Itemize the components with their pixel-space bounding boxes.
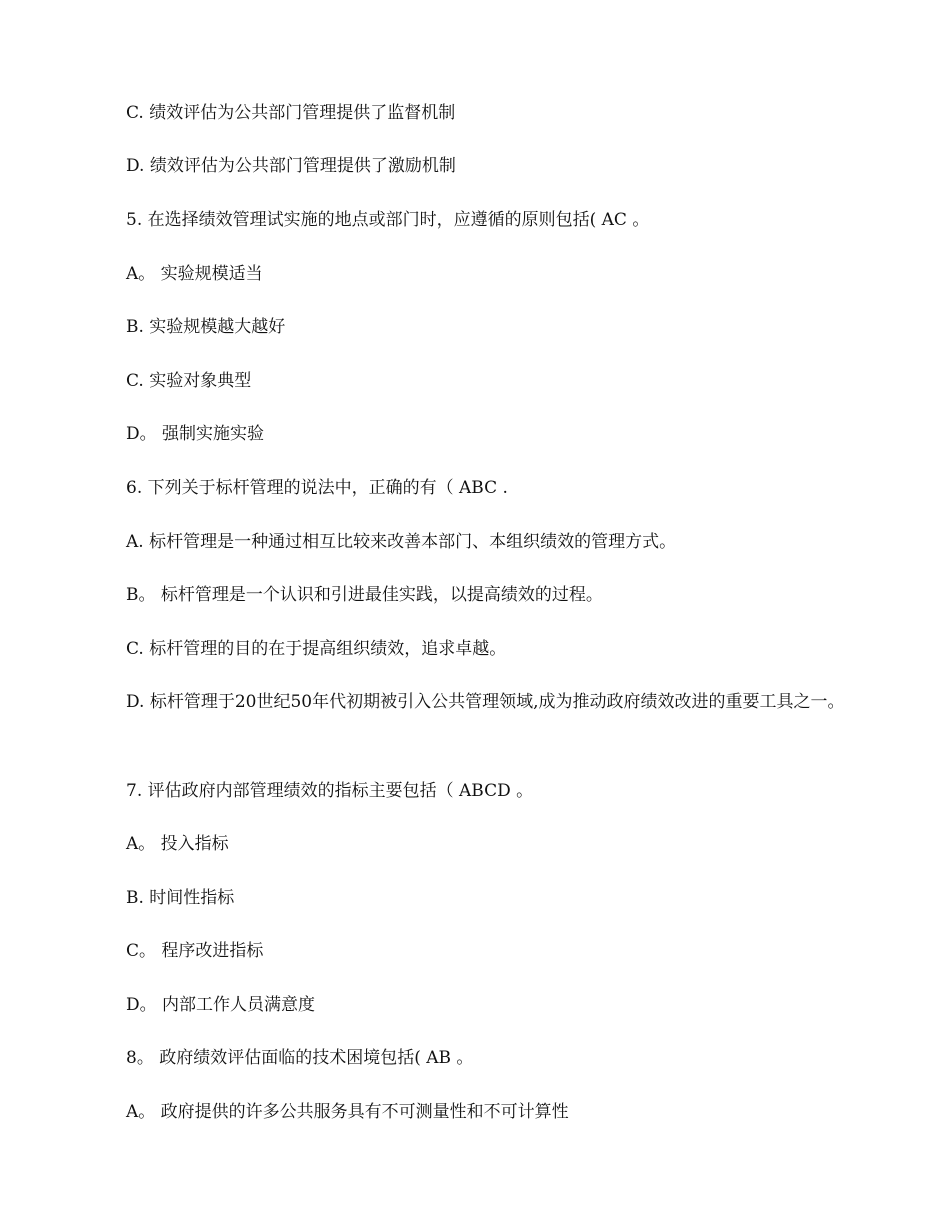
option-c-supervision: C. 绩效评估为公共部门管理提供了监督机制 [126,103,456,123]
question-7-option-b: B. 时间性指标 [126,888,235,908]
question-7: 7. 评估政府内部管理绩效的指标主要包括（ ABCD 。 [126,781,534,801]
question-5-option-a: A。 实验规模适当 [126,264,263,284]
question-5-option-b: B. 实验规模越大越好 [126,317,286,337]
question-6: 6. 下列关于标杆管理的说法中，正确的有（ ABC . [126,478,508,498]
question-5: 5. 在选择绩效管理试实施的地点或部门时，应遵循的原则包括( AC 。 [126,210,650,230]
question-7-option-d: D。 内部工作人员满意度 [126,995,316,1015]
question-5-option-d: D。 强制实施实验 [126,424,265,444]
question-6-option-d: D. 标杆管理于20世纪50年代初期被引入公共管理领域,成为推动政府绩效改进的重要工具之一。 [126,692,845,712]
question-8-option-a: A。 政府提供的许多公共服务具有不可测量性和不可计算性 [126,1102,569,1122]
question-5-option-c: C. 实验对象典型 [126,371,252,391]
question-7-option-c: C。 程序改进指标 [126,941,264,961]
question-7-option-a: A。 投入指标 [126,834,229,854]
question-6-option-c: C. 标杆管理的目的在于提高组织绩效，追求卓越。 [126,639,507,659]
option-d-incentive: D. 绩效评估为公共部门管理提供了激励机制 [126,156,456,176]
question-6-option-b: B。 标杆管理是一个认识和引进最佳实践，以提高绩效的过程。 [126,585,603,605]
question-8: 8。 政府绩效评估面临的技术困境包括( AB 。 [126,1048,474,1068]
question-6-option-a: A. 标杆管理是一种通过相互比较来改善本部门、本组织绩效的管理方式。 [126,532,677,552]
